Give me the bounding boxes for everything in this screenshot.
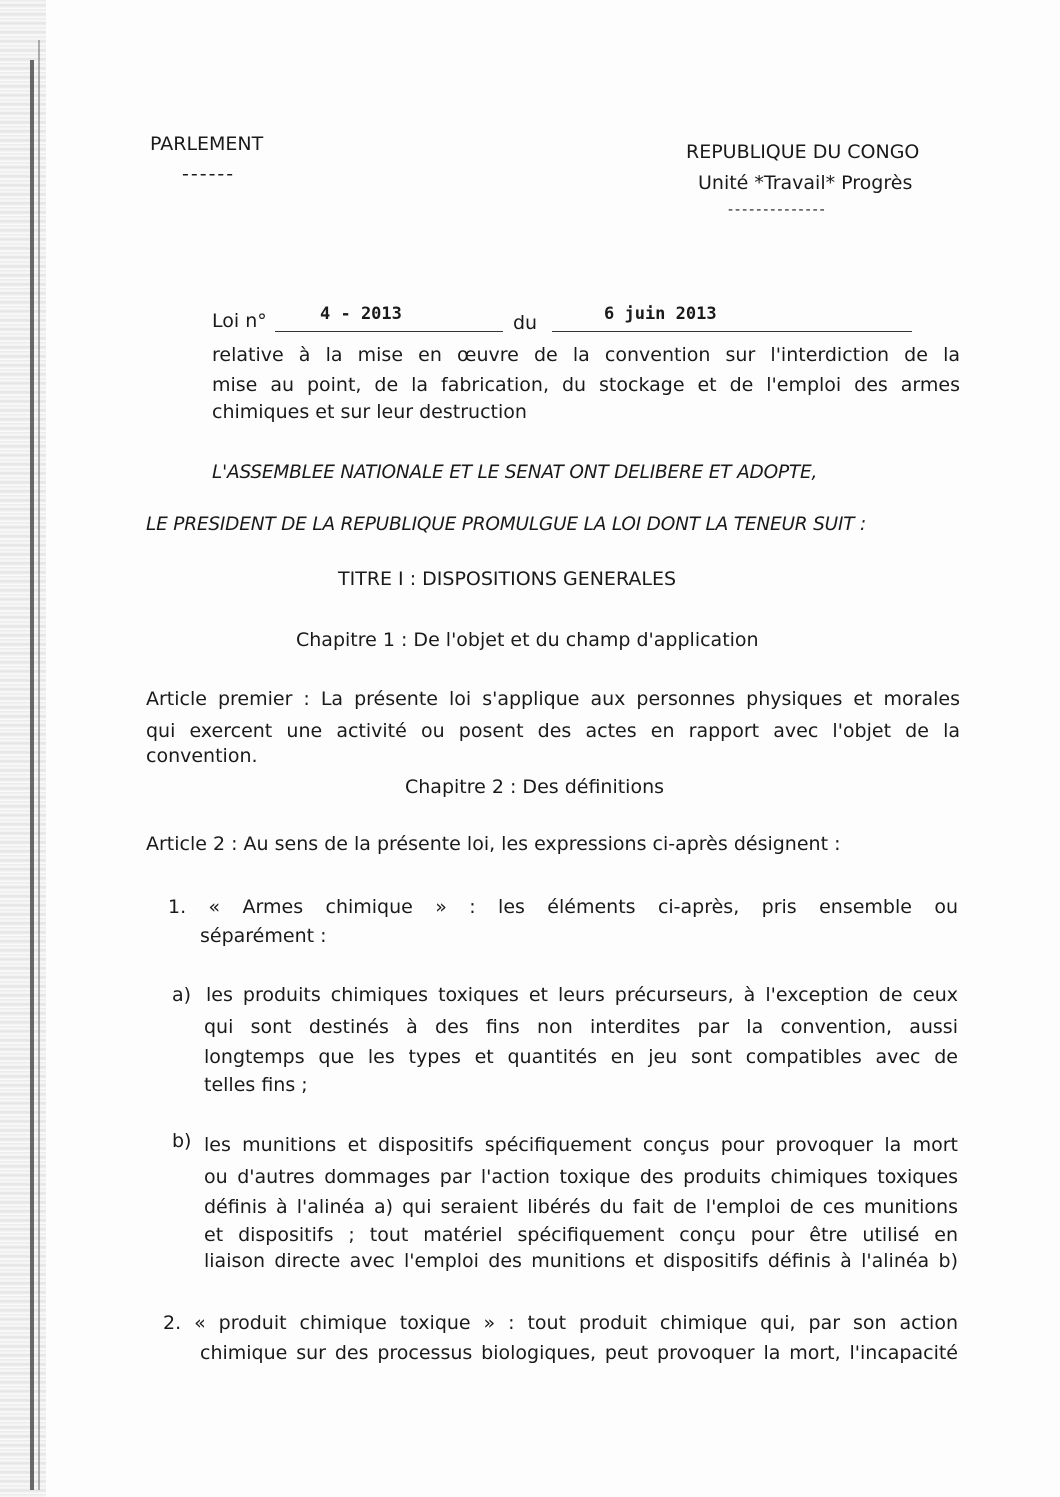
preamble-assemblee: L'ASSEMBLEE NATIONALE ET LE SENAT ONT DELIBERE ET ADOPTE, [212,462,818,483]
scan-edge-line [30,60,34,1490]
article-2-item-1-line-2: séparément : [200,925,327,947]
article-2-item-2-line-1: 2. « produit chimique toxique » : tout produit chimique qui, par son action [163,1312,958,1334]
law-subject-line-1: relative à la mise en œuvre de la convention sur l'interdiction de la [212,344,960,366]
article-2-intro: Article 2 : Au sens de la présente loi, les expressions ci-après désignent : [146,833,841,855]
header-parlement: PARLEMENT [150,133,264,155]
law-date: 6 juin 2013 [604,304,717,324]
law-du: du [513,312,538,334]
article-2-item-b-line-1: les munitions et dispositifs spécifiquement conçus pour provoquer la mort [204,1134,958,1156]
article-1-line-2: qui exercent une activité ou posent des actes en rapport avec l'objet de la [146,720,960,742]
article-1-line-1: Article premier : La présente loi s'applique aux personnes physiques et morales [146,688,960,710]
chapitre-2-heading: Chapitre 2 : Des définitions [405,776,665,798]
article-2-item-b-line-5: liaison directe avec l'emploi des munitions et dispositifs définis à l'alinéa b) [204,1250,958,1272]
header-motto: Unité *Travail* Progrès [698,172,913,194]
article-2-item-b-line-3: définis à l'alinéa a) qui seraient libérés du fait de l'emploi de ces munitions [204,1196,958,1218]
header-republique: REPUBLIQUE DU CONGO [686,141,920,163]
article-2-item-a-line-1: les produits chimiques toxiques et leurs précurseurs, à l'exception de ceux [206,984,958,1006]
article-2-item-a-line-4: telles fins ; [204,1074,308,1096]
article-2-item-1-line-1: 1. « Armes chimique » : les éléments ci-après, pris ensemble ou [168,896,958,918]
chapitre-1-heading: Chapitre 1 : De l'objet et du champ d'application [296,629,759,651]
header-left-dashes: ------ [182,163,236,185]
law-subject-line-2: mise au point, de la fabrication, du stockage et de l'emploi des armes [212,374,960,396]
article-2-item-b-line-2: ou d'autres dommages par l'action toxique des produits chimiques toxiques [204,1166,958,1188]
header-right-dashes: -------------- [728,202,827,218]
law-number: 4 - 2013 [320,304,402,324]
article-2-item-a-line-2: qui sont destinés à des fins non interdites par la convention, aussi [204,1016,958,1038]
preamble-president: LE PRESIDENT DE LA REPUBLIQUE PROMULGUE LA LOI DONT LA TENEUR SUIT : [146,514,867,535]
scan-edge-line-secondary [38,40,40,1490]
law-number-fill-line [275,331,503,332]
law-number-prefix: Loi n° [212,310,267,332]
article-2-item-2-line-2: chimique sur des processus biologiques, peut provoquer la mort, l'incapacité [200,1342,958,1364]
article-2-item-b-label: b) [172,1130,192,1152]
article-2-item-a-label: a) [172,984,192,1006]
article-1-line-3: convention. [146,745,258,767]
article-2-item-b-line-4: et dispositifs ; tout matériel spécifiquement conçu pour être utilisé en [204,1224,958,1246]
titre-1-heading: TITRE I : DISPOSITIONS GENERALES [338,568,677,590]
article-2-item-a-line-3: longtemps que les types et quantités en jeu sont compatibles avec de [204,1046,958,1068]
law-subject-line-3: chimiques et sur leur destruction [212,401,527,423]
law-date-fill-line [552,331,912,332]
